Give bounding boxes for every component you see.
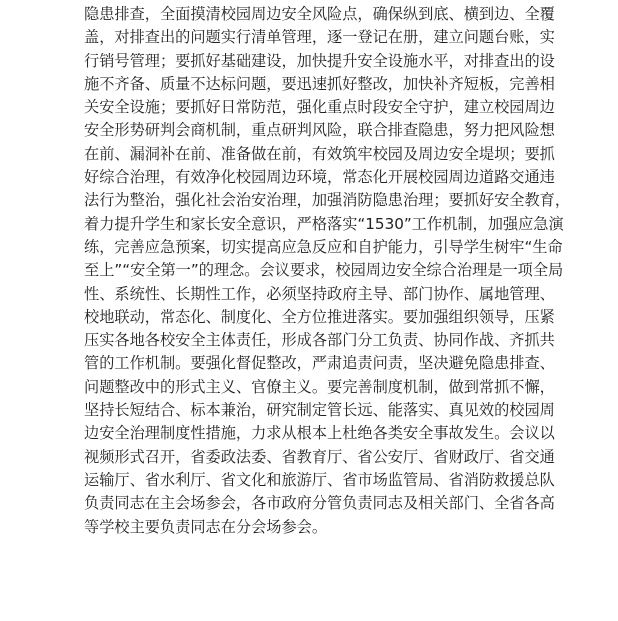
article-line: 行销号管理；要抓好基础建设，加快提升安全设施水平，对排查出的设: [84, 51, 555, 70]
article-line: 着力提升学生和家长安全意识，严格落实“1530”工作机制，加强应急演: [84, 214, 564, 233]
article-line: 问题整改中的形式主义、官僚主义。要完善制度机制，做到常抓不懈，: [84, 377, 555, 396]
article-line: 等学校主要负责同志在分会场参会。: [84, 517, 327, 536]
article-line: 安全形势研判会商机制，重点研判风险，联合排查隐患，努力把风险想: [84, 121, 555, 140]
article-body: [84, 3, 570, 539]
article-line: 校地联动，常态化、制度化、全方位推进落实。要加强组织领导，压紧: [84, 307, 555, 326]
article-line: 施不齐备、质量不达标问题，要迅速抓好整改，加快补齐短板，完善相: [84, 74, 555, 93]
article-line: 关安全设施；要抓好日常防范，强化重点时段安全守护，建立校园周边: [84, 98, 555, 117]
article-line: 练，完善应急预案，切实提高应急反应和自护能力，引导学生树牢“生命: [84, 237, 563, 256]
article-line: 边安全治理制度性措施，力求从根本上杜绝各类安全事故发生。会议以: [84, 424, 555, 443]
article-line: 盖，对排查出的问题实行清单管理，逐一登记在册，建立问题台账，实: [84, 28, 555, 47]
article-line: 运输厅、省水利厅、省文化和旅游厅、省市场监管局、省消防救援总队: [84, 470, 555, 489]
article-line: 至上”“安全第一”的理念。会议要求，校园周边安全综合治理是一项全局: [84, 261, 564, 280]
article-line: 好综合治理，有效净化校园周边环境，常态化开展校园周边道路交通违: [84, 168, 555, 187]
article-line: 视频形式召开，省委政法委、省教育厅、省公安厅、省财政厅、省交通: [84, 447, 555, 466]
article-line: 隐患排查，全面摸清校园周边安全风险点，确保纵到底、横到边、全覆: [84, 5, 555, 23]
article-line: 在前、漏洞补在前、准备做在前，有效筑牢校园及周边安全堤坝；要抓: [84, 144, 555, 163]
article-line: 法行为整治，强化社会治安治理，加强消防隐患治理；要抓好安全教育，: [84, 191, 570, 210]
article-line: 负责同志在主会场参会，各市政府分管负责同志及相关部门、全省各高: [84, 494, 555, 513]
article-line: 压实各地各校安全主体责任，形成各部门分工负责、协同作战、齐抓共: [84, 331, 555, 350]
article-line: 坚持长短结合、标本兼治，研究制定管长远、能落实、真见效的校园周: [84, 401, 555, 420]
article-line: 管的工作机制。要强化督促整改，严肃追责问责，坚决避免隐患排查、: [84, 354, 555, 373]
article-line: 性、系统性、长期性工作，必须坚持政府主导、部门协作、属地管理、: [84, 284, 555, 303]
